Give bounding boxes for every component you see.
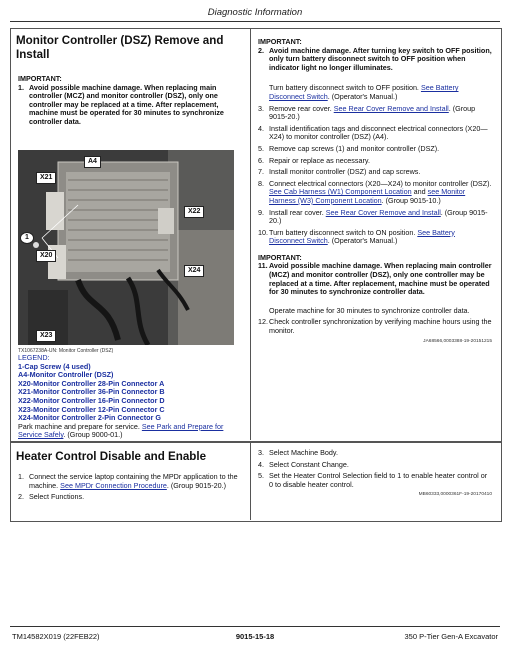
important-item-right [258, 47, 492, 73]
footer-right: 350 P-Tier Gen-A Excavator [404, 632, 498, 641]
important-label: IMPORTANT: [18, 74, 62, 83]
legend-item: 1-Cap Screw (4 used) [18, 361, 91, 371]
step-text: Set the Heater Control Selection field to 1 to enable heater control or 0 to disable heater control. [269, 471, 488, 489]
park-ref: . (Group 9000-01.) [63, 430, 123, 440]
step-text: Select Machine Body. [269, 448, 338, 457]
legend-item: X23-Monitor Controller 12-Pin Connector C [18, 404, 165, 414]
legend-item: X21-Monitor Controller 36-Pin Connector B [18, 387, 165, 397]
step-item [258, 472, 492, 489]
step-number: 7. [258, 167, 264, 177]
step-item [18, 493, 242, 502]
step-item [258, 449, 492, 458]
item-number: 2. [258, 45, 264, 55]
step-number: 1. [18, 472, 24, 481]
park-text: Park machine and prepare for service. [18, 421, 140, 431]
important-block-left [18, 75, 242, 130]
step-text: Repair or replace as necessary. [269, 155, 370, 165]
step-number: 4. [258, 459, 264, 469]
park-link[interactable]: See Park and Prepare for Service Safely [18, 421, 224, 440]
callout-x23: X23 [36, 330, 56, 342]
step-item [258, 461, 492, 470]
important-item-number: 1. [18, 82, 24, 92]
step-text: Install rear cover. [269, 207, 324, 217]
header-rule [10, 21, 500, 22]
callout-a4: A4 [84, 156, 101, 168]
monitor-controller-photo [18, 150, 234, 345]
important-item [18, 84, 242, 127]
step-number: 3. [258, 448, 264, 457]
step-item [258, 125, 492, 142]
step-text: Turn battery disconnect switch to OFF position. [269, 83, 419, 93]
step-link-2[interactable]: see Monitor Harness (W3) Component Location [269, 187, 466, 205]
step-text: Select Constant Change. [269, 459, 349, 469]
step-link[interactable]: See Battery Disconnect Switch [269, 227, 455, 246]
step-text: Check controller synchronization by verifying machine hours using the monitor. [269, 317, 492, 336]
important2-item [258, 262, 492, 296]
step-number: 3. [258, 103, 264, 113]
column-divider [250, 442, 251, 520]
callout-1: 1 [20, 232, 34, 244]
important-label-right: IMPORTANT: [258, 37, 302, 46]
right-column-steps [258, 38, 492, 344]
step-item [258, 229, 492, 246]
legend-item: A4-Monitor Controller (DSZ) [18, 370, 114, 380]
step-number: 5. [258, 471, 264, 481]
footer-rule [10, 626, 500, 627]
step-number: 10. [258, 227, 268, 237]
legend-block [18, 348, 244, 440]
step-item [258, 318, 492, 335]
section2-title: Heater Control Disable and Enable [16, 450, 207, 463]
step-item [258, 84, 492, 101]
footer-left: TM14582X019 (22FEB22) [12, 632, 100, 641]
step-number: 8. [258, 178, 264, 188]
callout-x22: X22 [184, 206, 204, 218]
callout-x24: X24 [184, 265, 204, 277]
step-text: Select Functions. [29, 492, 85, 502]
step-item [258, 180, 492, 206]
step-text: Remove cap screws (1) and monitor controller (DSZ). [269, 143, 440, 153]
item-number: 11. [258, 261, 268, 271]
important-item-text: Avoid possible machine damage. When replacing main controller (MCZ) and monitor controller (DSZ), only one controller may be replaced at a time. After replacement, machine must be operated for 30 minutes to synchronize controller data. [29, 82, 224, 126]
step-number: 12. [258, 317, 268, 327]
step-text: Turn battery disconnect switch to ON position. [269, 227, 416, 237]
step-item [258, 157, 492, 166]
step-text: Install identification tags and disconnect electrical connectors (X20—X24) to monitor controller (DSZ) (A4). [269, 123, 488, 142]
step-number: 9. [258, 207, 264, 217]
legend-item: X20-Monitor Controller 28-Pin Connector A [18, 378, 165, 388]
operate-text: Operate machine for 30 minutes to synchronize controller data. [269, 305, 470, 315]
step-link[interactable]: See MPDr Connection Procedure [60, 480, 167, 490]
legend-item: X24-Monitor Controller 2-Pin Connector G [18, 413, 161, 423]
step-after: . (Group 9015-10.) [381, 195, 441, 205]
figure-caption: TX1067238A-UN: Monitor Controller (DSZ) [18, 348, 114, 354]
step-item [18, 473, 242, 490]
section1-title: Monitor Controller (DSZ) Remove and Install [16, 34, 224, 61]
step-after: . (Group 9015-20.) [166, 480, 226, 490]
step-item [258, 105, 492, 122]
important-item-right-text: Avoid machine damage. After turning key switch to OFF position, only turn battery disconnect switch to OFF position when indicator light no longer illuminates. [269, 45, 492, 72]
step-and: and [413, 187, 426, 197]
step-after: . (Group 9015-20.) [269, 103, 476, 122]
step-text: Connect the service laptop containing the MPDr application to the machine. [29, 472, 238, 490]
step-link[interactable]: See Rear Cover Remove and Install [333, 103, 449, 113]
legend-item: X22-Monitor Controller 16-Pin Connector D [18, 395, 165, 405]
step-item [258, 168, 492, 177]
step-after: . (Group 9015-20.) [269, 207, 488, 226]
legend-title: LEGEND: [18, 353, 50, 362]
callout-x20: X20 [36, 250, 56, 262]
callout-x21: X21 [36, 172, 56, 184]
step-item [258, 209, 492, 226]
page-header: Diagnostic Information [207, 7, 303, 18]
section2-left-steps [18, 473, 242, 505]
step-after: . (Operator's Manual.) [327, 236, 398, 246]
reference-code: MB60333,0000361F-19-20170410 [418, 492, 492, 498]
step-text: Remove rear cover. [269, 103, 332, 113]
column-divider [250, 28, 251, 440]
step-link[interactable]: See Battery Disconnect Switch [269, 83, 459, 101]
park-instruction [18, 423, 244, 440]
step-number: 2. [18, 492, 24, 502]
reference-code: JA68566,0003388-19-20151215 [423, 338, 492, 344]
step-text: Install monitor controller (DSZ) and cap screws. [269, 167, 421, 177]
footer-page-number: 9015-15-18 [235, 632, 275, 641]
step-item [258, 145, 492, 154]
section2-right-steps [258, 449, 492, 497]
step-number: 4. [258, 123, 264, 133]
step-link[interactable]: See Cab Harness (W1) Component Location [269, 187, 412, 197]
step-link[interactable]: See Rear Cover Remove and Install [325, 207, 441, 217]
important2-label: IMPORTANT: [258, 252, 302, 262]
important2-item-text: Avoid possible machine damage. When replacing main controller (MCZ) and monitor controller (DSZ), only one controller may be replaced at a time. After replacement, machine must be operated for 30 minutes to synchronize controller data. [269, 261, 492, 297]
step-after: . (Operator's Manual.) [327, 91, 398, 101]
step-number: 5. [258, 143, 264, 153]
step-text: Connect electrical connectors (X20—X24) to monitor controller (DSZ). [269, 178, 492, 188]
step-number: 6. [258, 155, 264, 165]
